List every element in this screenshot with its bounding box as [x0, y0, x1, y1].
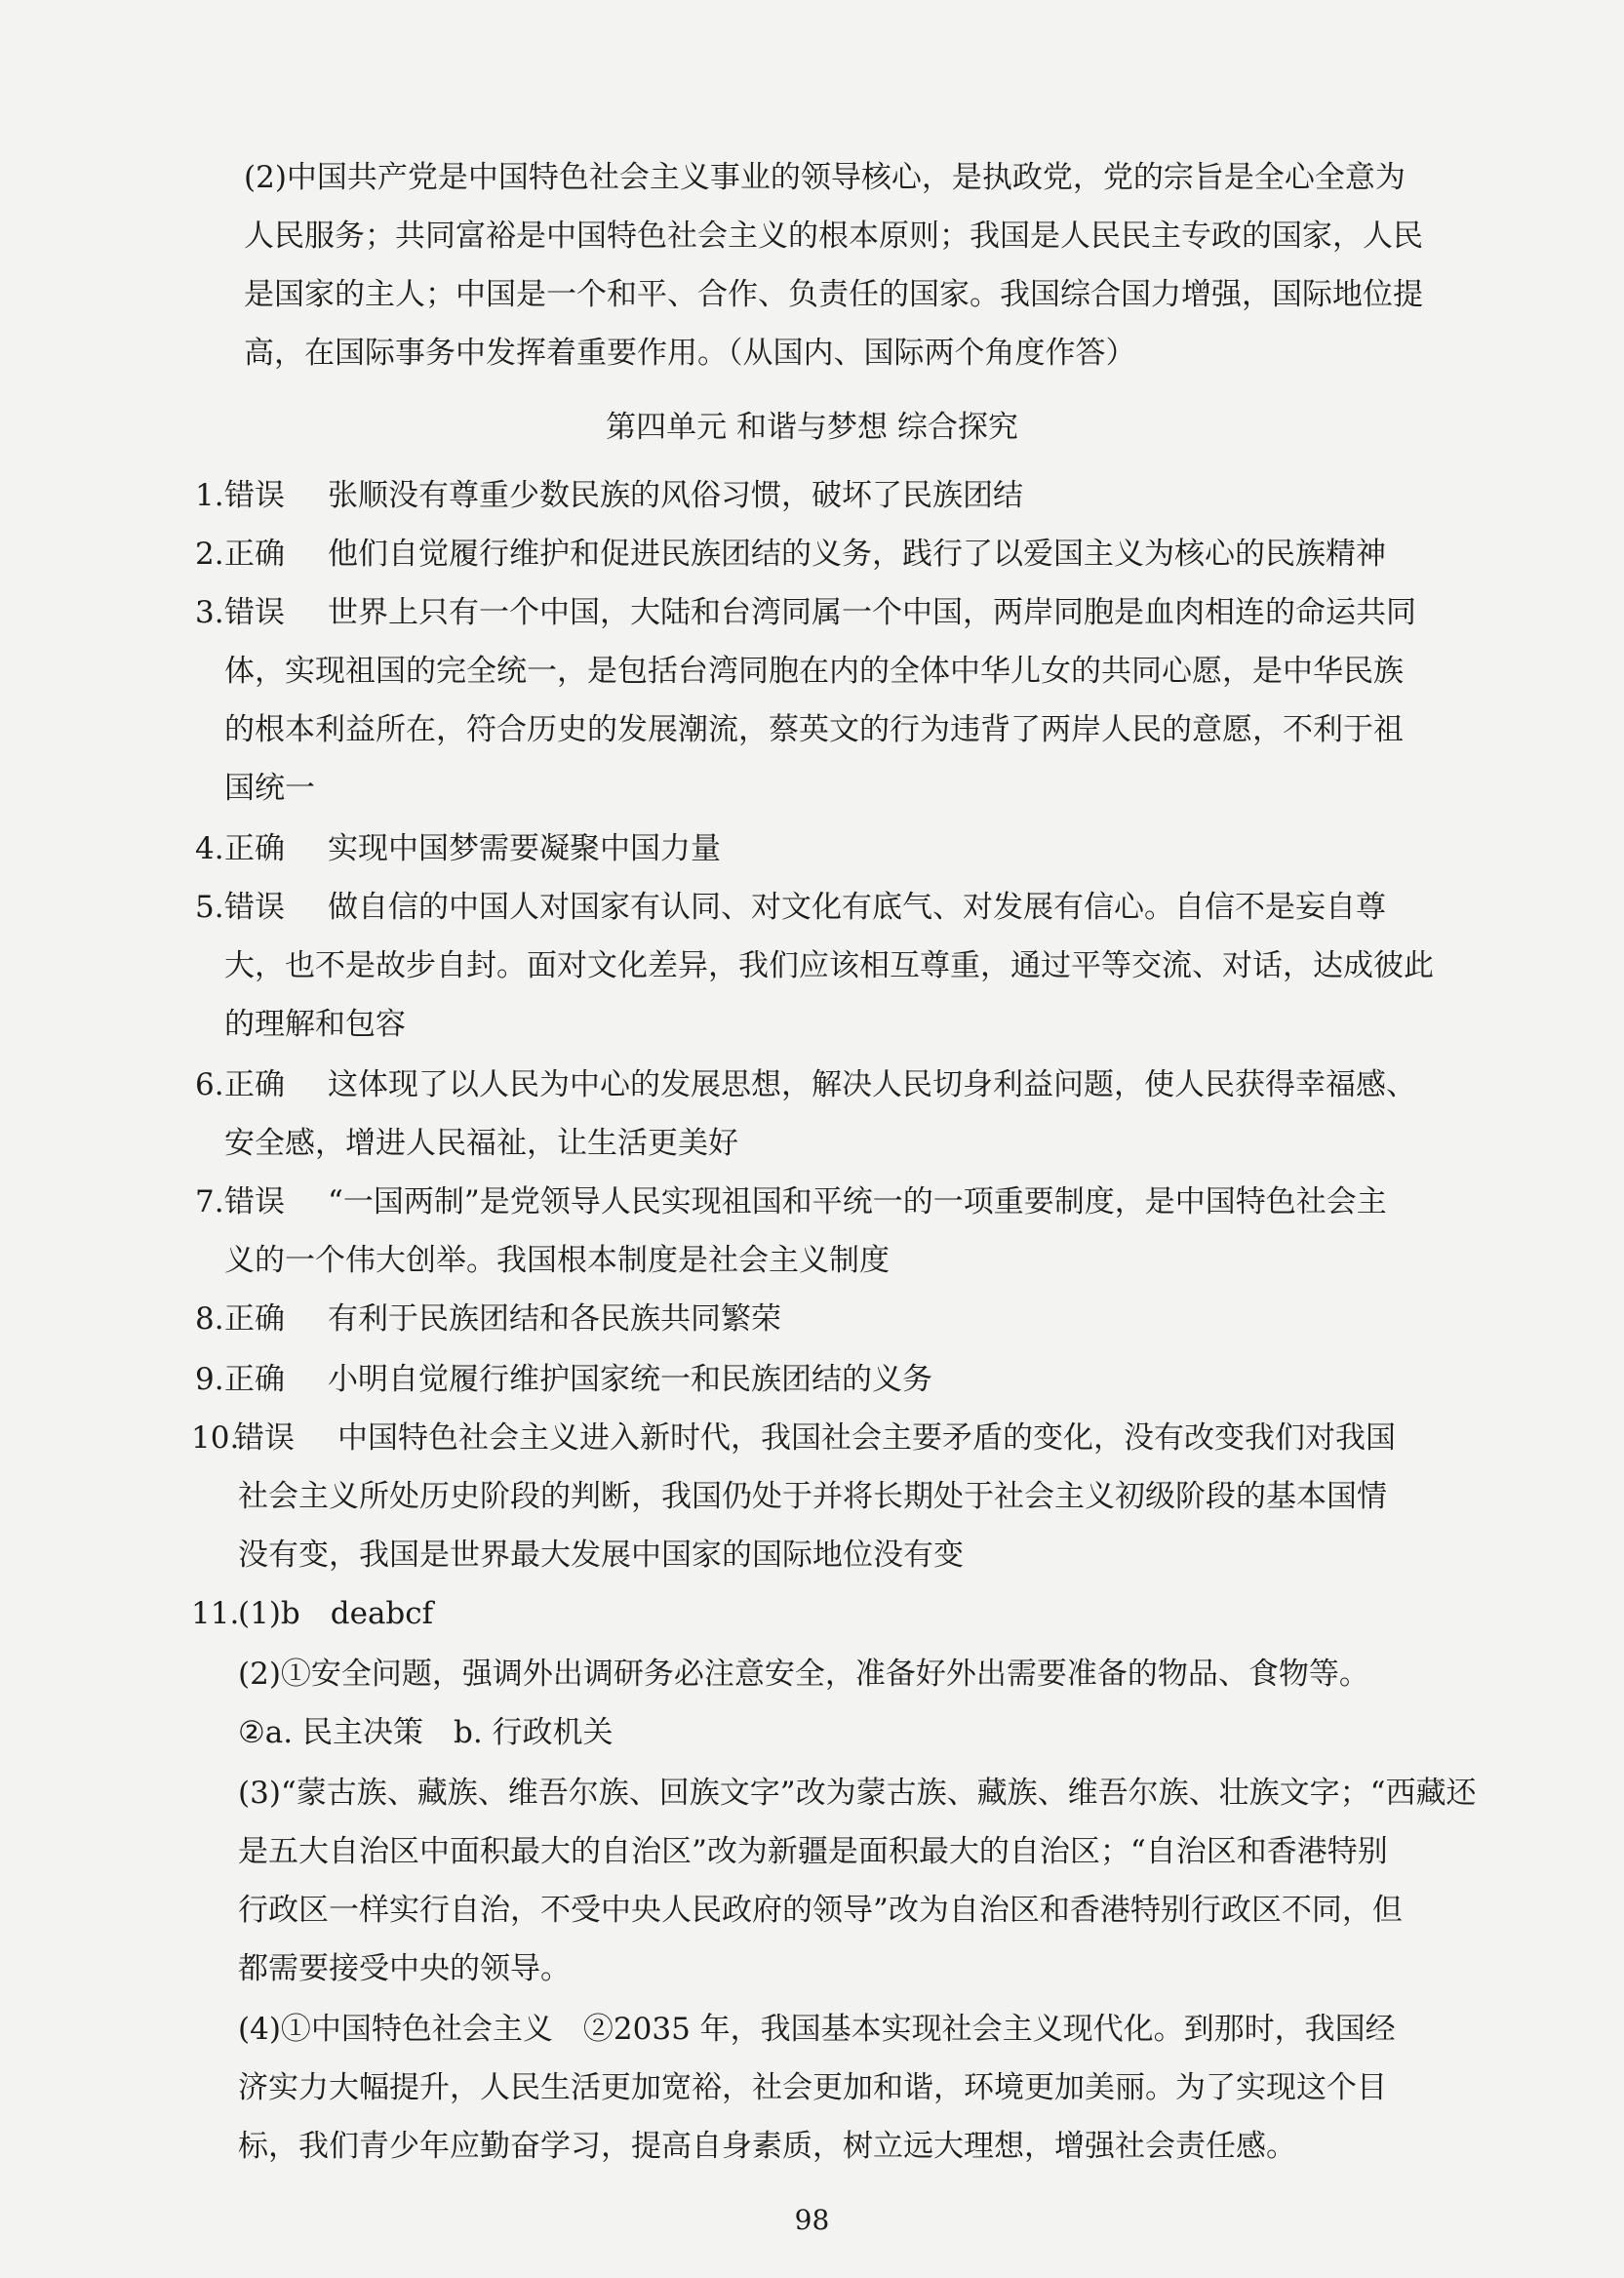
section-title: 第四单元 和谐与梦想 综合探究	[606, 410, 1018, 445]
document-page: (2)中国共产党是中国特色社会主义事业的领导核心，是执政党，党的宗旨是全心全意为 人民服务；共同富裕是中国特色社会主义的根本原则；我国是人民民主专政的国家，人民 是国家的主人；中国是一个和平、合作、负责任的国家。我国综合国力增强，国际地位提 高，在国际事务中发挥着重要作用。（从国内、国际两个角度作答） 第四单元 和谐与梦想 综合探究 1. 错误 张顺没有尊重少数民族的风俗习惯，破坏了民族团结 2. 正确 他们自觉履行维护和促进民族团结的义务，践行了以爱国主义为核心的民族精神 3. 错误 世界上只有一个中国，大陆和台湾同属一个中国，两岸同胞是血肉相连的命运共同 体，实现祖国的完全统一，是包括台湾同胞在内的全体中华儿女的共同心愿，是中华民族 的根本利益所在，符合历史的发展潮流，蔡英文的行为违背了两岸人民的意愿，不利于祖 国统一 4. 正确 实现中国梦需要凝聚中国力量 5. 错误 做自信的中国人对国家有认同、对文化有底气、对发展有信心。自信不是妄自尊 大，也不是故步自封。面对文化差异，我们应该相互尊重，通过平等交流、对话，达成彼此 的理解和包容 6. 正确 这体现了以人民为中心的发展思想，解决人民切身利益问题，使人民获得幸福感、 安全感，增进人民福祉，让生活更美好 7. 错误 “一国两制”是党领导人民实现祖国和平统一的一项重要制度，是中国特色社会主 义的一个伟大创举。我国根本制度是社会主义制度 8. 正确 有利于民族团结和各民族共同繁荣 9. 正确 小明自觉履行维护国家统一和民族团结的义务 10. 错误 中国特色社会主义进入新时代，我国社会主要矛盾的变化，没有改变我们对我国 社会主义所处历史阶段的判断，我国仍处于并将长期处于社会主义初级阶段的基本国情 没有变，我国是世界最大发展中国家的国际地位没有变 11. (1)b deabcf (2)①安全问题，强调外出调研务必注意安全，准备好外出需要准备的物品、食物等。 ②a. 民主决策 b. 行政机关 (3)“蒙古族、藏族、维吾尔族、回族文字”改为蒙古族、藏族、维吾尔族、壮族文字；“西藏还 是五大自治区中面积最大的自治区”改为新疆是面积最大的自治区；“自治区和香港特别 行政区一样实行自治，不受中央人民政府的领导”改为自治区和香港特别行政区不同，但 都需要接受中央的领导。 (4)①中国特色社会主义 ②2035 年，我国基本实现社会主义现代化。到那时，我国经 济实力大幅提升，人民生活更加宽裕，社会更加和谐，环境更加美丽。为了实现这个目 标，我们青少年应勤奋学习，提高自身素质，树立远大理想，增强社会责任感。 98	[0, 0, 1624, 2278]
page-number: 98	[794, 2204, 830, 2236]
